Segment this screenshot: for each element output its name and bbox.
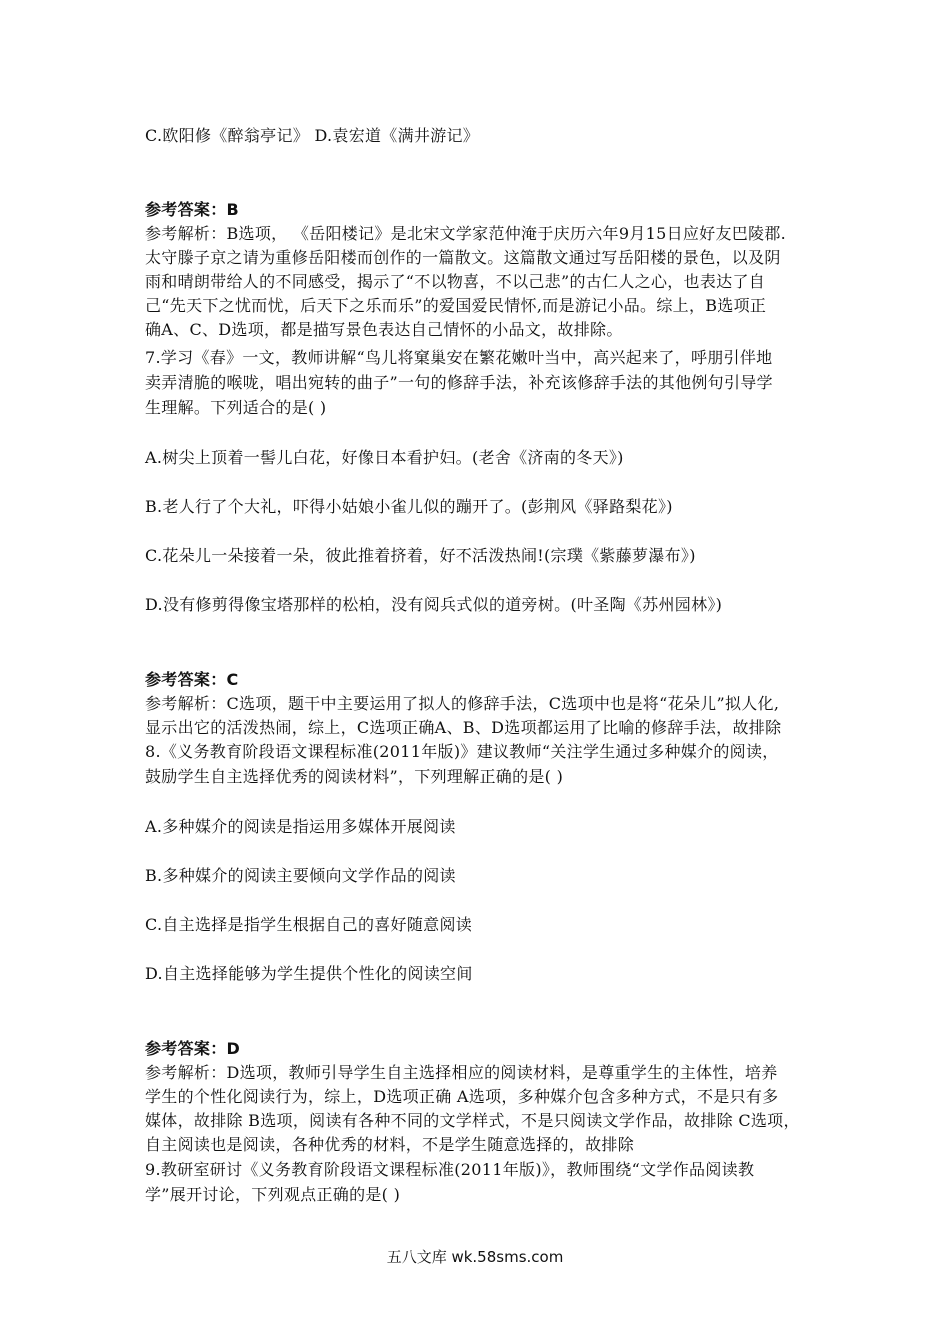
q7-option-a: A.树尖上顶着一髻儿白花，好像日本看护妇。(老舍《济南的冬天》)	[145, 448, 624, 467]
q7-option-d: D.没有修剪得像宝塔那样的松柏，没有阅兵式似的道旁树。(叶圣陶《苏州园林》)	[145, 595, 723, 614]
q8-answer: 参考答案：D	[145, 1039, 241, 1058]
q7-stem-line: 7.学习《春》一文，教师讲解“鸟儿将窠巢安在繁花嫩叶当中，高兴起来了，呼朋引伴地	[145, 348, 773, 367]
q6-option-cd: C.欧阳修《醉翁亭记》 D.袁宏道《满井游记》	[145, 126, 480, 145]
q9-stem-line: 学”展开讨论，下列观点正确的是( )	[145, 1185, 401, 1204]
q8-explanation-line: 参考解析：D选项，教师引导学生自主选择相应的阅读材料，是尊重学生的主体性，培养	[145, 1063, 778, 1082]
q7-option-b: B.老人行了个大礼，吓得小姑娘小雀儿似的蹦开了。(彭荆风《驿路梨花》)	[145, 497, 673, 516]
q6-explanation-line: 雨和晴朗带给人的不同感受，揭示了“不以物喜，不以己悲”的古仁人之心，也表达了自	[145, 272, 766, 291]
q8-stem-line: 8.《义务教育阶段语文课程标准(2011年版)》建议教师“关注学生通过多种媒介的阅读，	[145, 742, 779, 761]
q8-explanation-line: 自主阅读也是阅读，各种优秀的材料，不是学生随意选择的，故排除	[145, 1135, 635, 1154]
q8-explanation-line: 媒体，故排除 B选项，阅读有各种不同的文学样式，不是只阅读文学作品，故排除 C选项，	[145, 1111, 800, 1130]
page-footer: 五八文库 wk.58sms.com	[386, 1248, 564, 1266]
q8-stem-line: 鼓励学生自主选择优秀的阅读材料”，下列理解正确的是( )	[145, 767, 564, 786]
q6-explanation-line: 确A、C、D选项，都是描写景色表达自己情怀的小品文，故排除。	[145, 320, 623, 339]
q8-option-a: A.多种媒介的阅读是指运用多媒体开展阅读	[145, 817, 456, 836]
q7-stem-line: 卖弄清脆的喉咙，唱出宛转的曲子”一句的修辞手法，补充该修辞手法的其他例句引导学	[145, 373, 773, 392]
q8-option-b: B.多种媒介的阅读主要倾向文学作品的阅读	[145, 866, 456, 885]
q8-option-d: D.自主选择能够为学生提供个性化的阅读空间	[145, 964, 473, 983]
q8-option-c: C.自主选择是指学生根据自己的喜好随意阅读	[145, 915, 473, 934]
q6-explanation-line: 太守滕子京之请为重修岳阳楼而创作的一篇散文。这篇散文通过写岳阳楼的景色，以及阴	[145, 248, 781, 267]
q7-stem-line: 生理解。下列适合的是( )	[145, 398, 327, 417]
q8-explanation-line: 学生的个性化阅读行为，综上，D选项正确 A选项，多种媒介包含多种方式，不是只有多	[145, 1087, 779, 1106]
q9-stem-line: 9.教研室研讨《义务教育阶段语文课程标准(2011年版)》，教师围绕“文学作品阅读教	[145, 1160, 755, 1179]
q6-explanation-line: 己“先天下之忧而忧，后天下之乐而乐”的爱国爱民情怀,而是游记小品。综上，B选项正	[145, 296, 767, 315]
q6-answer: 参考答案：B	[145, 200, 239, 219]
q7-explanation-line: 参考解析：C选项，题干中主要运用了拟人的修辞手法，C选项中也是将“花朵儿”拟人化,	[145, 694, 780, 713]
q6-explanation-line: 参考解析：B选项， 《岳阳楼记》是北宋文学家范仲淹于庆历六年9月15日应好友巴陵郡.	[145, 224, 787, 243]
q7-option-c: C.花朵儿一朵接着一朵，彼此推着挤着，好不活泼热闹!(宗璞《紫藤萝瀑布》)	[145, 546, 696, 565]
q7-answer: 参考答案：C	[145, 670, 239, 689]
q7-explanation-line: 显示出它的活泼热闹，综上，C选项正确A、B、D选项都运用了比喻的修辞手法，故排除	[145, 718, 782, 737]
